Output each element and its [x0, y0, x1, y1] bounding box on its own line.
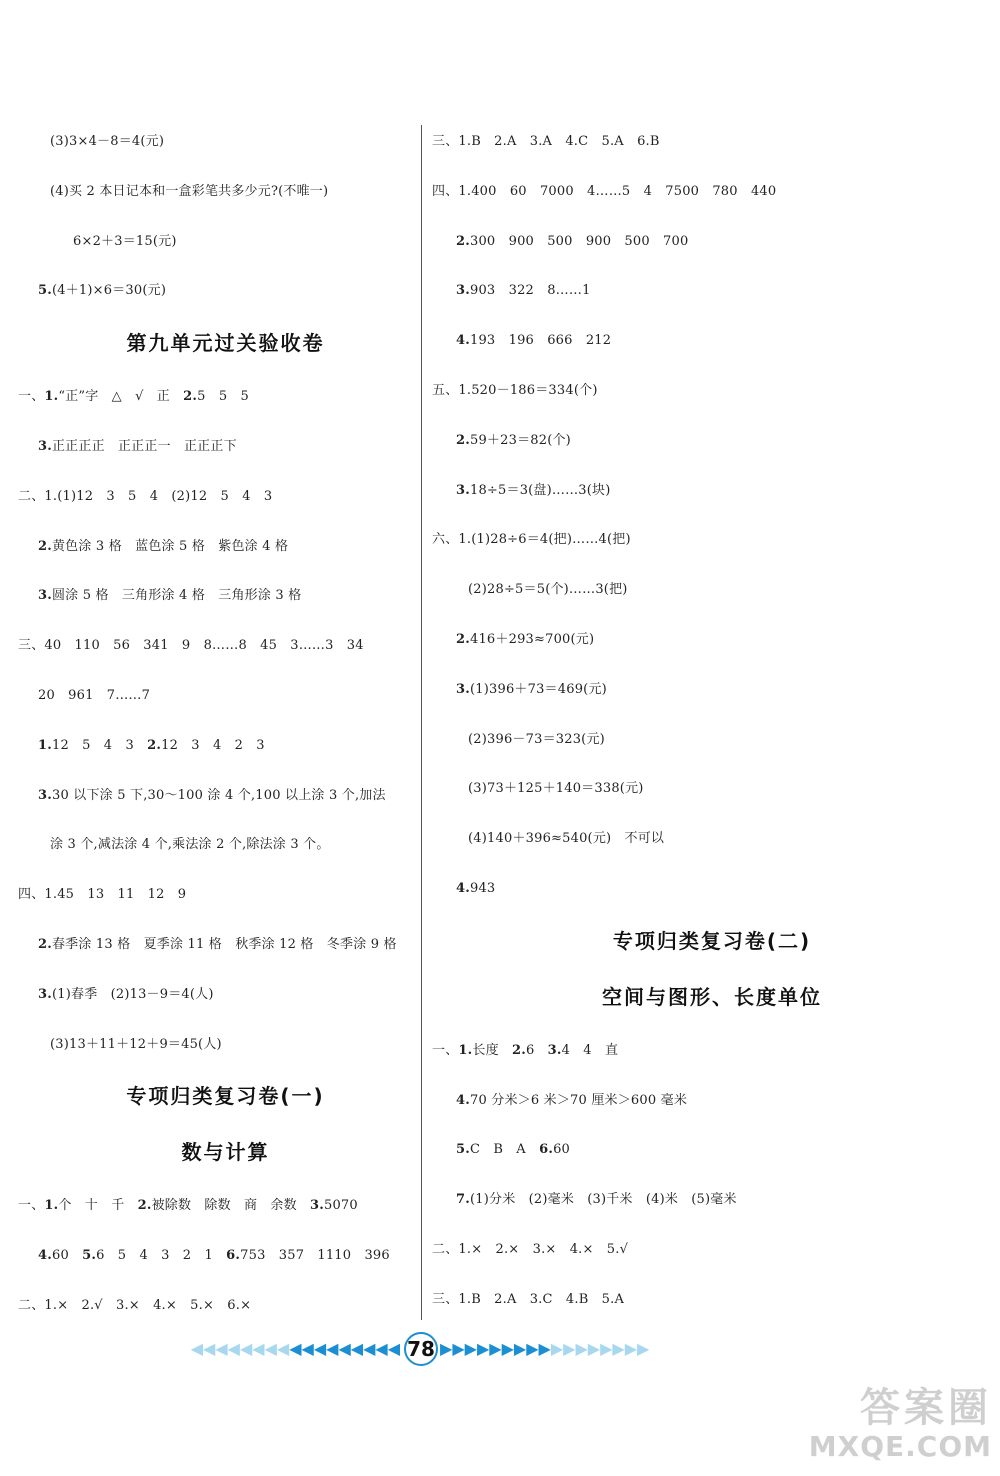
answer-line: 三、1.B 2.A 3.A 4.C 5.A 6.B — [432, 134, 660, 149]
arrow-right-decoration-icon: ▶▶▶▶▶▶▶▶▶▶▶▶▶▶▶▶▶ — [440, 1339, 650, 1358]
answer-line: 6×2＋3＝15(元) — [73, 233, 177, 249]
answer-line: 3.正正正正 正正正一 正正正下 — [38, 438, 237, 454]
answer-line: 3.(1)396＋73＝469(元) — [456, 681, 607, 697]
answer-line: 2.黄色涂 3 格 蓝色涂 5 格 紫色涂 4 格 — [38, 538, 289, 554]
right-column — [432, 120, 972, 1328]
answer-line: 3.903 322 8……1 — [456, 283, 591, 299]
answer-line: 四、1.45 13 11 12 9 — [18, 887, 187, 903]
watermark-url: MXQE.COM — [808, 1430, 992, 1463]
answer-line: 一、1.“正”字 △ √ 正 2.5 5 5 — [18, 389, 249, 405]
watermark-text: 答案圈 — [860, 1385, 992, 1431]
answer-line: 二、1.(1)12 3 5 4 (2)12 5 4 3 — [18, 488, 273, 504]
answer-line: (3)3×4－8＝4(元) — [50, 134, 165, 149]
page-number: 78 — [404, 1332, 438, 1366]
answer-line: 三、40 110 56 341 9 8……8 45 3……3 34 — [18, 638, 364, 654]
answer-line: (2)28÷5＝5(个)……3(把) — [468, 582, 628, 598]
answer-line: (4)买 2 本日记本和一盒彩笔共多少元?(不唯一) — [50, 183, 329, 199]
section-title: 专项归类复习卷(一) — [126, 1084, 325, 1109]
answer-line: 一、1.个 十 千 2.被除数 除数 商 余数 3.5070 — [18, 1198, 358, 1214]
answer-line: 二、1.× 2.× 3.× 4.× 5.√ — [432, 1241, 629, 1257]
answer-line: 1.12 5 4 3 2.12 3 4 2 3 — [38, 737, 265, 753]
answer-line: 20 961 7……7 — [38, 687, 151, 703]
answer-line: (4)140＋396≈540(元) 不可以 — [468, 831, 665, 847]
answer-line: 三、1.B 2.A 3.C 4.B 5.A — [432, 1291, 625, 1307]
answer-line: (3)73＋125＋140＝338(元) — [468, 781, 644, 797]
answer-line: 涂 3 个,减法涂 4 个,乘法涂 2 个,除法涂 3 个。 — [50, 837, 330, 853]
answer-line: 2.416＋293≈700(元) — [456, 631, 595, 647]
answer-line: 二、1.× 2.√ 3.× 4.× 5.× 6.× — [18, 1297, 252, 1313]
watermark-logo — [802, 1385, 992, 1470]
answer-line: 2.59＋23＝82(个) — [456, 432, 571, 448]
answer-line: 5.C B A 6.60 — [456, 1142, 571, 1158]
section-title: 第九单元过关验收卷 — [126, 331, 325, 356]
section-subtitle: 数与计算 — [181, 1140, 270, 1165]
answer-line: 2.300 900 500 900 500 700 — [456, 233, 689, 249]
section-title: 专项归类复习卷(二) — [612, 928, 812, 953]
answer-line: 4.60 5.6 5 4 3 2 1 6.753 357 1110 396 — [38, 1248, 390, 1264]
page-footer — [100, 1334, 900, 1364]
answer-line: (2)396－73＝323(元) — [468, 731, 605, 747]
answer-line: 一、1.长度 2.6 3.4 4 直 — [432, 1042, 619, 1058]
answer-line: 3.18÷5＝3(盘)……3(块) — [456, 482, 611, 498]
answer-line: 4.193 196 666 212 — [456, 333, 612, 349]
column-divider — [421, 125, 422, 1320]
left-column — [18, 120, 413, 1334]
answer-line: 5.(4＋1)×6＝30(元) — [38, 283, 167, 299]
answer-line: 四、1.400 60 7000 4……5 4 7500 780 440 — [432, 183, 777, 199]
answer-line: 3.(1)春季 (2)13－9＝4(人) — [38, 986, 214, 1002]
answer-line: 3.圆涂 5 格 三角形涂 4 格 三角形涂 3 格 — [38, 588, 302, 604]
answer-line: 4.70 分米＞6 米＞70 厘米＞600 毫米 — [456, 1092, 688, 1108]
answer-line: 4.943 — [456, 880, 496, 896]
answer-line: (3)13＋11＋12＋9＝45(人) — [50, 1036, 222, 1052]
answer-line: 7.(1)分米 (2)毫米 (3)千米 (4)米 (5)毫米 — [456, 1192, 737, 1208]
answer-line: 2.春季涂 13 格 夏季涂 11 格 秋季涂 12 格 冬季涂 9 格 — [38, 936, 397, 952]
answer-line: 六、1.(1)28÷6＝4(把)……4(把) — [432, 532, 631, 548]
answer-line: 五、1.520－186＝334(个) — [432, 382, 598, 398]
arrow-left-decoration-icon: ◀◀◀◀◀◀◀◀◀◀◀◀◀◀◀◀◀ — [190, 1339, 400, 1358]
section-subtitle: 空间与图形、长度单位 — [602, 984, 822, 1009]
answer-line: 3.30 以下涂 5 下,30～100 涂 4 个,100 以上涂 3 个,加法 — [38, 787, 386, 803]
